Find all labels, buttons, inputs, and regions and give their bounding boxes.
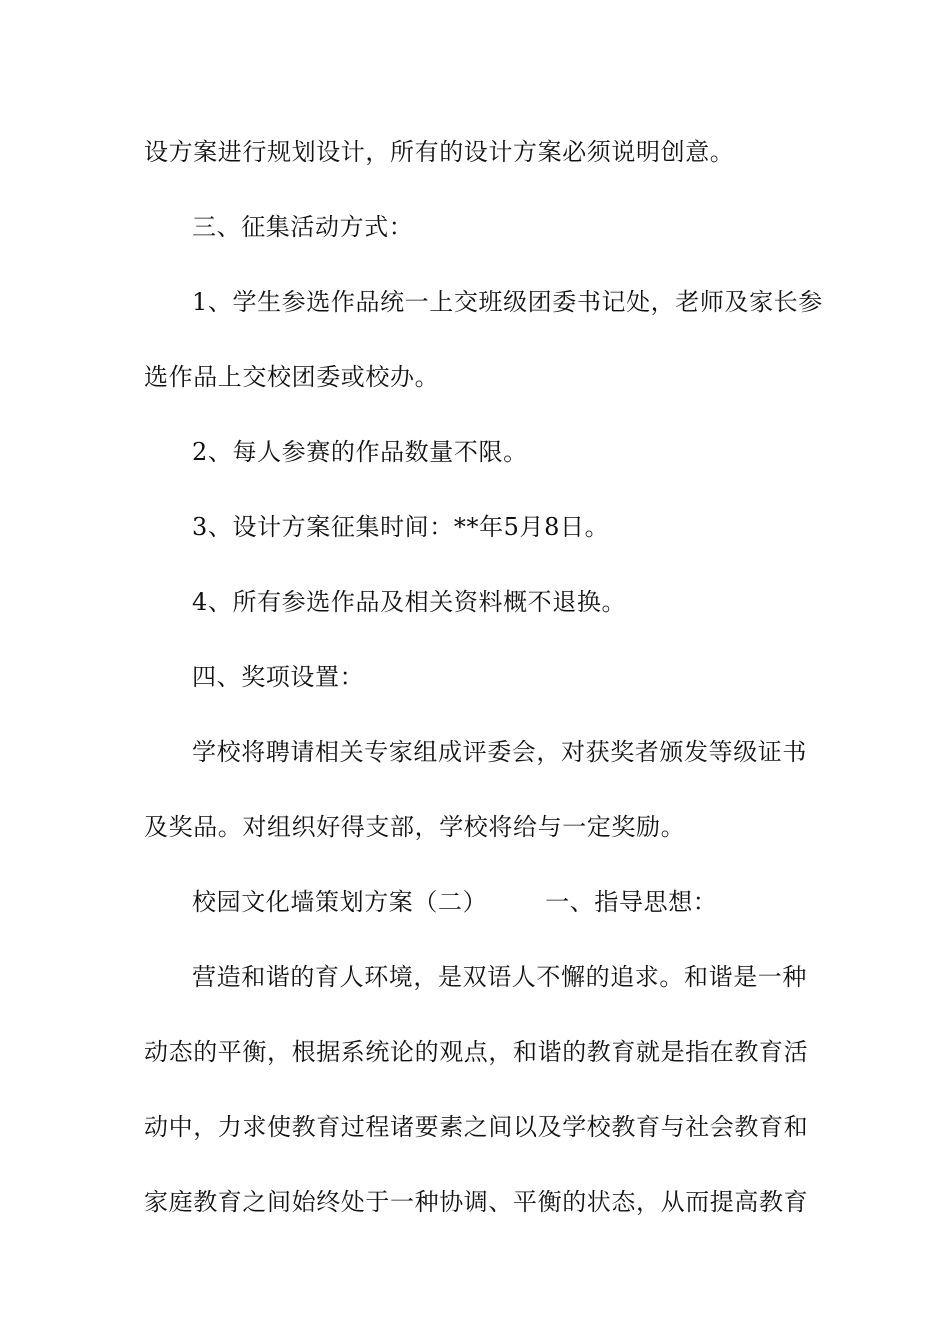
paragraph-line: 学校将聘请相关专家组成评委会，对获奖者颁发等级证书	[192, 738, 807, 766]
paragraph-line: 动态的平衡，根据系统论的观点，和谐的教育就是指在教育活	[144, 1038, 809, 1066]
paragraph-line: 2、每人参赛的作品数量不限。	[192, 438, 528, 466]
paragraph-line: 营造和谐的育人环境，是双语人不懈的追求。和谐是一种	[192, 963, 807, 991]
title-line	[192, 887, 717, 917]
document-subtitle: 校园文化墙策划方案（二）	[192, 888, 488, 916]
paragraph-line: 设方案进行规划设计，所有的设计方案必须说明创意。	[144, 138, 735, 166]
section-heading: 一、指导思想：	[545, 888, 718, 916]
paragraph-line: 动中，力求使教育过程诸要素之间以及学校教育与社会教育和	[144, 1113, 809, 1141]
paragraph-line: 及奖品。对组织好得支部，学校将给与一定奖励。	[144, 813, 686, 841]
section-heading: 三、征集活动方式：	[192, 213, 414, 241]
paragraph-line: 1、学生参选作品统一上交班级团委书记处，老师及家长参	[192, 288, 823, 316]
paragraph-line: 4、所有参选作品及相关资料概不退换。	[192, 588, 627, 616]
paragraph-line: 家庭教育之间始终处于一种协调、平衡的状态，从而提高教育	[144, 1188, 809, 1216]
paragraph-line: 选作品上交校团委或校办。	[144, 363, 440, 391]
paragraph-line: 3、设计方案征集时间：**年5月8日。	[192, 513, 610, 541]
section-heading: 四、奖项设置：	[192, 663, 365, 691]
